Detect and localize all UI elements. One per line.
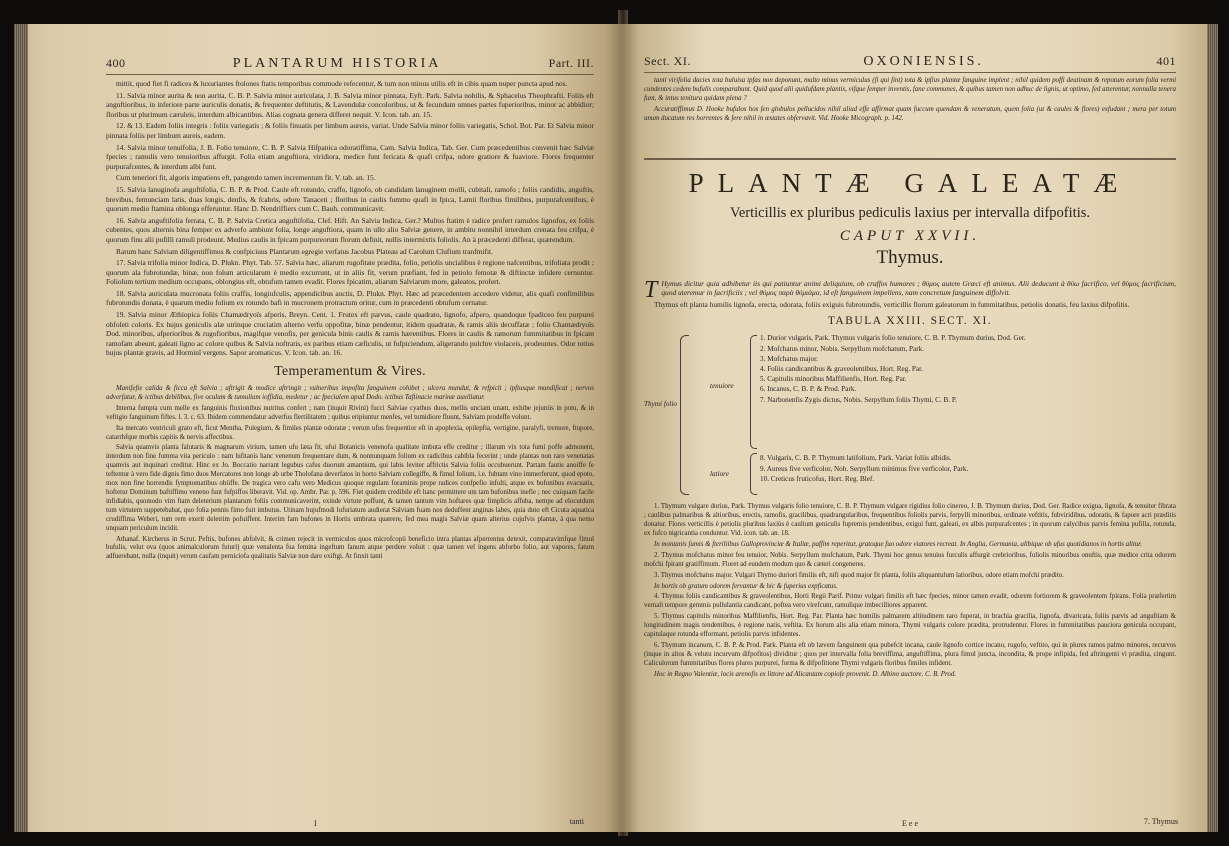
paragraph: Manifefte calida & ficca eft Salvia ; aftrigit & modice aftringit ; vulneribus impofita fanguinem cohibet ; ulcera mundat, & refpicit ; ipfiusque mundificat ; nervos adverfatur, & ictibus debilibus, five oculum & tumulium ioffidia, medetur ; ac fpecialem apud Dodo. ictibus Taftinacie marinæ auxiliatur. [106,385,594,401]
table-entry: 3. Mofchatus major. [760,354,818,363]
table-group-label: latiore [710,470,729,479]
right-page [622,24,1218,832]
paragraph: 4. Thymus foliis candicantibus & graveolentibus, Horti Regii Parif. Primo vulgari fimilis eft hæc fpecies, minor tamen evadit, odorem fortiorem & graveolentem fpirans. Folia præfertim vernali tempore gemmis pullulantia candicant, poftea vero virefcunt, ramulique imbecilliores apparent. [644,593,1176,610]
paragraph: 2. Thymus mofchatus minor feu tenuior, Nobis. Serpyllum mofchatum, Park. Thymi hoc genus tenuius furculis affurgit crebrioribus, foliolis minoribus onuftis, quæ medice crita odorem mofchi fpirant gratiffimum. Floret ad eundem modum quo & cæteri congeneres. [644,551,1176,568]
paragraph: Athanaf. Kircherus in Scrut. Peftis, bufones abfolvit, & crimen rejecit in vermiculos quos microfcopii beneficio intra plantas afperrentus detexit, comparavimfque fimul bufulis, velut ova (quos animalculorum futuri) quæ venalenta fua femina ingeftum fanum atque perdere voluit : quæ tamen vel ingens abforbo folio, aut vapores, fatum adfuerebant, nulla (inquit) verum caufam perniciofa qualitatis Salviæ non dare exiftgi. At finxit tanti [106,535,594,561]
brace-group [750,453,757,495]
table-group-label: tenuiore [710,382,734,391]
paragraph: In montanis fumis & fteriliibus Galloprovinciæ & Italiæ, paffim reperitur, gratoque fuo odore viatores recreat. In Anglia, Germania, alibique ob ufus quotidianos in hortis alitur. [654,540,1142,548]
catchword: 7. Thymus [1143,817,1178,826]
intro-paragraph [644,276,1176,303]
subtitle: Verticillis ex pluribus pediculis laxius per intervalla difpofitis. [729,204,1090,221]
left-body-top [106,79,594,358]
table-entry: 9. Aureus five verficolor, Nob. Serpyllum minimus five verficolor, Park. [760,464,969,473]
paragraph: 5. Thymus capitulis minoribus Maffilienfis, Hort. Reg. Par. Planta hæc humilis palmarem altitudinem raro fuperat, in brachia gracilia, lignofa, divaricata, foliis parvis ad anguftiam & longitudinem magis tendentibus, è regione natis, veftita. Ex horum alis alia etiam minora, Thymi vulgaris colore prædita, protrudentur. Flores in fummitatibus pauciora genicula occupant, capitulaque rotunda efformant, petiolis parvis infidentes. [644,613,1176,639]
drop-cap: T [644,276,658,303]
intro-text: Hymus dicitur quia adhibetur iis qui patiuntur animi deliquium, ob craffos humores ; θύμος autem Græci eft animus. Alii deducunt à θύω facrifico, vel θύμος facrificium, quod uteremur in facrificiis ; vel θύμος παρὰ θύμιάμα, id eft fanguinem impellens, nam concretum fanguinem diffolvit. [661,278,1176,298]
catchword: tanti [569,817,584,826]
signature-mark: I [314,819,317,828]
main-title: PLANTÆ GALEATÆ [644,158,1176,199]
right-page-header [644,54,1176,73]
paragraph: Hoc in Regno Valentiæ, locis arenofis ex littore ad Alicantam copiofe provenit. D. Albino auctore. C. B. Prod. [654,670,956,678]
paragraph: 19. Salvia minor Æthiopica foliis Chamædryoïs afperis, Breyn. Cent. 1. Frutex eft parvus, caule quadrato, lignofo, afpero, quandoque fpadiceo feu purpurei obfoleti coloris. Ex hujus geniculis alæ utrinque cruciatim alterno verfu oppofitæ, binæ pendentur, itidem quadratæ, & ramis aliis decuffatæ ; folio Chamædryoïs Dod. minoribus, afperioribus & rugofioribus, magifque venofis, per genicula binis caulis & ramis hærentibus. Flores in caulis & ramorum fummitatibus in fpicam ramofam abeunt, galeati ligno ac colore quibus & Salvia noftratis, ex paribus etiam cæficulis, ut fufpiciendum, aligerando pulchre violaceis, prodeuntes. Odor totius hujus plantæ gravis, ad Horminī vergens. Sapor aromaticus. V. Icon. tab. an. 16. [106,310,594,358]
paragraph: 18. Salvia auriculata mucronata foliis craffis, longiufculis, appendicibus auctis, D. Plukn. Phyt. Hæc ad præcedentem accedere videtur, alis quafi confimilibus fubrotundis donata, è quarum medio folium ex rotundo bafi in mucronem protractum oritur, cum in præcedenti obtufum cernatur. [106,288,594,308]
page-edge-right [1207,24,1218,832]
paragraph: Rarum hanc Salviam diligentiffimus & confpiciuus Plantarum egregie verfatus Jacobus Plateau ad Carolum Clufium tranfmifit. [116,246,493,256]
signature-mark: E e e [902,819,918,828]
paragraph: In hortis ob gratum odorem fervantur & hic & fuperius expficatus. [654,582,838,590]
left-page [14,24,624,832]
paragraph: 14. Salvia minor tenuifolia, J. B. Folio tenuiore, C. B. P. Salvia Hifpanica odoratiffima, Cam. Salvia Indica, Tab. Ger. Cum præcedentibus convenit hæc Salviæ fpecies ; ramulis vero tenuioribus affurgit. Folia etiam anguftiora, viridiora, medice funt fericata & quafi crifpa, odore gratiore & fuaviore. Flores frequenter purpurafcentes, & interdum albi funt. [106,142,594,171]
running-title-left: PLANTARUM HISTORIA [232,56,442,71]
section-heading: Temperamentum & Vires. [274,364,426,380]
running-title-right: OXONIENSIS. [863,54,984,69]
brace-group [750,335,757,449]
table-entry: 5. Capitulis minoribus Maffilienfis, Hort. Reg. Par. [760,375,907,384]
paragraph: 6. Thymum incanum, C. B. P. & Prod. Park. Planta eft ob lævem fanguinem qua pubefcit incana, caule lignofo cortice incano, rugofo, veftito, qui in plures ramos palmo minores, recurvos (inque in altos & velutu incurvum difpofitos) dividitur ; quos per intervalla folia breviffima, anguftiffima, plura fimul juncta, incondita, & prope infipida, fed aftringenti vi prædita, cingunt. Caliculorum fummitatibus flores plures purpurei, forma & difpofitione Thymi vulgaris floribus fimiles infident. [644,642,1176,667]
table-entry: 4. Foliis candicantibus & graveolentibus, Hort. Reg. Par. [760,364,923,373]
section-label: Sect. XI. [644,54,691,68]
paragraph: tanti virifolia dacies tota buluisa ipfas non deponunt, multo minus vermiculus (fi qui fint) tota & ipfius plantæ fanguine implent ; nihil quidem poffi deutinam & repotum eorum folia vermi cundentes cedem bufulis comparabunt. Quid quod alii quidufdam plantis, vifque femper inventis, fane communes, & quibus tamen non adhuc de lignis, ut optimo, fed atterentur, nonnulla tenera funt, & intus tenitura quidam plena ? [644,77,1176,102]
chapter-title: CAPUT XXVII. [839,227,981,244]
page-edge-left [14,24,28,832]
paragraph: Interna fumpta cum melle ex fanguinis fluxionibus nutritus confert ; nam (inquit Rivini) fucci Salviae cyathus duos, mellis unciam unam, exhibe jejuniis in potu, & in veftigio fanguinum fiftes. l. 3. c. 63. Ibidem commendatur adverfus flertilitatem ; quibus eripiuntur menfes, vel tumidiore fluunt, Salviam prodeffe volunt. [106,404,594,421]
table-list-tenuiore [760,333,1026,404]
table-entry: 1. Durior vulgaris, Park. Thymus vulgaris folio tenuiore, C. B. P. Thymum durius, Dod. Ger. [760,334,1026,343]
genus-title: Thymus. [876,246,944,268]
left-page-header [106,56,594,75]
paragraph: 16. Salvia anguftifolia ferrata, C. B. P. Salvia Cretica anguftifolia, Clef. Hift. An Salvia Indica, Ger.? Multos ftatim è radice profert ramulos lignofos, ex foliis cubentes, quos alternis bina femper ex adverfo ambiunt folia, longe anguftiora, quam in ullo alio Salviæ genere, in ambitu nonnihil interdum crenata feu crifpa, è quorum finu alii pufilli ramuli prodeunt. Medius caulis in fpicam purpureorum florum definit, nullis intermixtis foliolis. An à præcedenti differat, quærendum. [106,215,594,244]
table-entry: 2. Mofchatus minor, Nobis. Serpyllum mofchatum, Park. [760,344,925,353]
definition-paragraph: Thymus eft planta humilis lignofa, erecta, odorata, foliis exiguis fubrotundis, verticillis florum galeatorum in fummitatibus, petiolis donatis, feu laxius difpofitis. [654,299,1130,309]
paragraph: 3. Thymus mofchatus major. Vulgari Thymo duriori fimilis eft, nifi quod major fit planta, foliis aliquantulum latioribus, odore etiam mofchi prædito. [654,571,1064,579]
table-list-latiore [760,453,968,484]
table-entry: 10. Creticus fruticofus, Hort. Reg. Blef. [760,474,875,483]
paragraph: 15. Salvia lanuginofa anguftifolia, C. B. P. & Prod. Caule eft rotundo, craffo, lignofo, ob candidam lanuginem molli, cubitali, ramofo ; foliis candidis, anguftis, brevibus, femunciam latis, duas longis, denfis, & fcabris, odore Tanaceti ; floribus in caulis fummo quafi in fpica, Lamii floribus fimilibus, purpurafcentibus, è quorum medio ftamina oblonga efferuntur. Hanc D. Nendriffiers cum C. Bauh. communicavit. [106,184,594,214]
left-body-bottom [106,385,594,562]
table-entry: 7. Narbonenfis Zygis dictus, Nobis. Serpyllum foliis Thymi, C. B. P. [760,395,957,404]
paragraph: Ita mercato ventriculi grato eft, ficut Mentha, Pulegium, & fimiles plantæ odoratæ ; verum ufus frequentior eft in apoplexia, epilepfia, vertigine, paralyfi, tremore, ftupore, catarrhfque morbis capitis & nervis affectibus. [106,424,594,441]
synoptic-table [644,331,1176,497]
paragraph: mittit, quod fiet fi radices & luxuriantes ftolones ftatis temporibus commode refecentur, & tum non minus utilis eft in cibis quam nuper puncta apud nos. [116,79,568,88]
table-entry: 8. Vulgaris, C. B. P. Thymum latifolium, Park. Variat foliis albidis. [760,454,952,463]
paragraph: 11. Salvia minor aurita & non aurita, C. B. P. Salvia minor auriculata, J. B. Salvia minor pinnata, Eyft. Park. Salvia nobilis, & Sphacelus Theophrafti. Foliis eft anguftioribus, in inferiore parte auriculis donatis, & frequenter deftitutis, & Lavendulæ concoloribus, ut & fecundum omnes partes fuperioribus, minor ac abbidior; floribus ut plurimum cæruleis, interdum albicantibus. Alias cognata genera differet nequit. V. Icon. tab. an. 15. [106,90,594,119]
paragraph: Cum teneriori fit, algoris impatiens eft, pangendo tamen incrementum fit. V. tab. an. 15. [116,173,376,183]
page-number-left: 400 [106,56,126,70]
brace-main [680,335,689,495]
right-body-bottom [644,503,1176,679]
table-main-label: Thymi folio [644,400,677,409]
paragraph: 1. Thymum vulgare durius, Park. Thymus vulgaris folio tenuiore, C. B. P. Thymum vulgare rigidius folio cinereo, J. B. Thymum durius, Dod. Ger. Radice exigua, lignofa, & tenuiter fibrata ; caulibus palmaribus & altioribus, erectis, ramofis, gracilibus, quadrangularibus, frequentibus foliolis parvis, ferpylli minoribus, ordinate veftitis, fubviridibus, odoratis, & fapore acri præditis donatur. Flores verticillis è petiolis pluribus laxiùs è caulium geniculis fupremis pendentibus, exigui funt, galeati, ex albis purpurafcentes ; in quorum calycibus parvis femina pufilla, rotunda, ex fufco nigricantia conduntur. Vid. icon. tab. an. 18. [644,503,1176,538]
paragraph: Accuratiffimus D. Hooke bufulos hos fen globulos pellucidos nihil aliud effe affirmat quam fuccum quendam & veneratum, quem folia (ut & caules & flores) exfudant ; mera per totum unum ducatum res horrentes & fere nihil in æstates obfervavit. Vid. Hooke Micograph. p. 142. [644,105,1176,122]
table-entry: 6. Incanus, C. B. P. & Prod. Park. [760,385,857,394]
table-title: TABULA XXIII. SECT. XI. [827,315,993,328]
part-label: Part. III. [548,56,594,70]
paragraph: 12. & 13. Eadem foliis integris : foliis variegatis ; & foliis finuatis per limbum aureis, variat. Unde Salvia minor foliis variegatis, Schol. Bot. Par. Et Salvia minor pinnata foliis per limbum aureis, eadem. [106,121,594,140]
page-number-right: 401 [1156,54,1176,68]
paragraph: 17. Salvia trifolia minor Indica, D. Plukn. Phyt. Tab. 57. Salvia hæc, aliarum rugofitate prædita, folio, petiolis uncialibus è regione nafcentibus, trifoliata prodit ; quorum ala fubrotundæ, binæ, non folum articularum è medio excurrunt, ut in aliis fit, verum præfiant, fed in petiolo femotæ & diftinctæ infidere cernuntur. Foliolum tertium medium occupans, oblongius eft, obtufum tamen evadit. Flores fpicatim, aliarum Salviarum more, galeatos, profert. [106,258,594,287]
paragraph: Salvia quamvis planta falutaris & magnarum virium, tamen ufu læta fit, ufui Botanicis venenofa qualitate imbuta effe creditur ; illarum vix tota fumi poffe admonent, interdum non fine fumma vita periculo : nam lufitanis hanc venenum frequentare dum, & nonnunquam folium ex radicibus cabibla fecerint ; unde plantas non raro venenatas quamvis aut inquinari creditur. Hinc ex Jo. Boccatio narrant legubus cafus duorum amantium, qui labis leviter affrictis Salvia foliis occubuerunt. Partam fautis anoiffe fe teftentur à vero fide dignis fimo duos Mercatores non longe ab urbe Tholofana deverfatos in horto Salviam collegiffe, & fimul folium, i.e. fubtam vino immerferunt, quod epoto, mox non fine horrendis fymptomatibus obiiffe. De tragica vero cafu vero Medicus quoque regulam foraminis prope radices confpefio infulti, atque ex bufonibus evacuatis, hoftetur Dominum baftiffimo veneno funt fufpiffos liberavit. Vid. op. Ambr. Par. p. 596. Fiet quidem credibile eft hanc permittere um tam bufonibus inefle ; nec cuiquam facile infidiabis, quomodo vim ftam deleterium plantarum foliis communicaverint, exinde virtute poffunt, & tamen tantum vim hoftares quæ fimplicis affuba, nempe ad elocutdum tum virtutem suppetebabat, quo folia pennis fimo fuit imbutus. Utinam hujufmodi lufuriatum audierat Salviam fuam nos deduffent anginas labes, quia duto eft Cicuta aquatica crudiffima Weberi, tum rem exerit deletrim pofuiffent. Interim fam bufones in Hortis umbrata quærere, fed mea magis Salviæ quam alterius cujufvis plantæ, à qua nemo unquam periculum incidit. [106,444,594,532]
